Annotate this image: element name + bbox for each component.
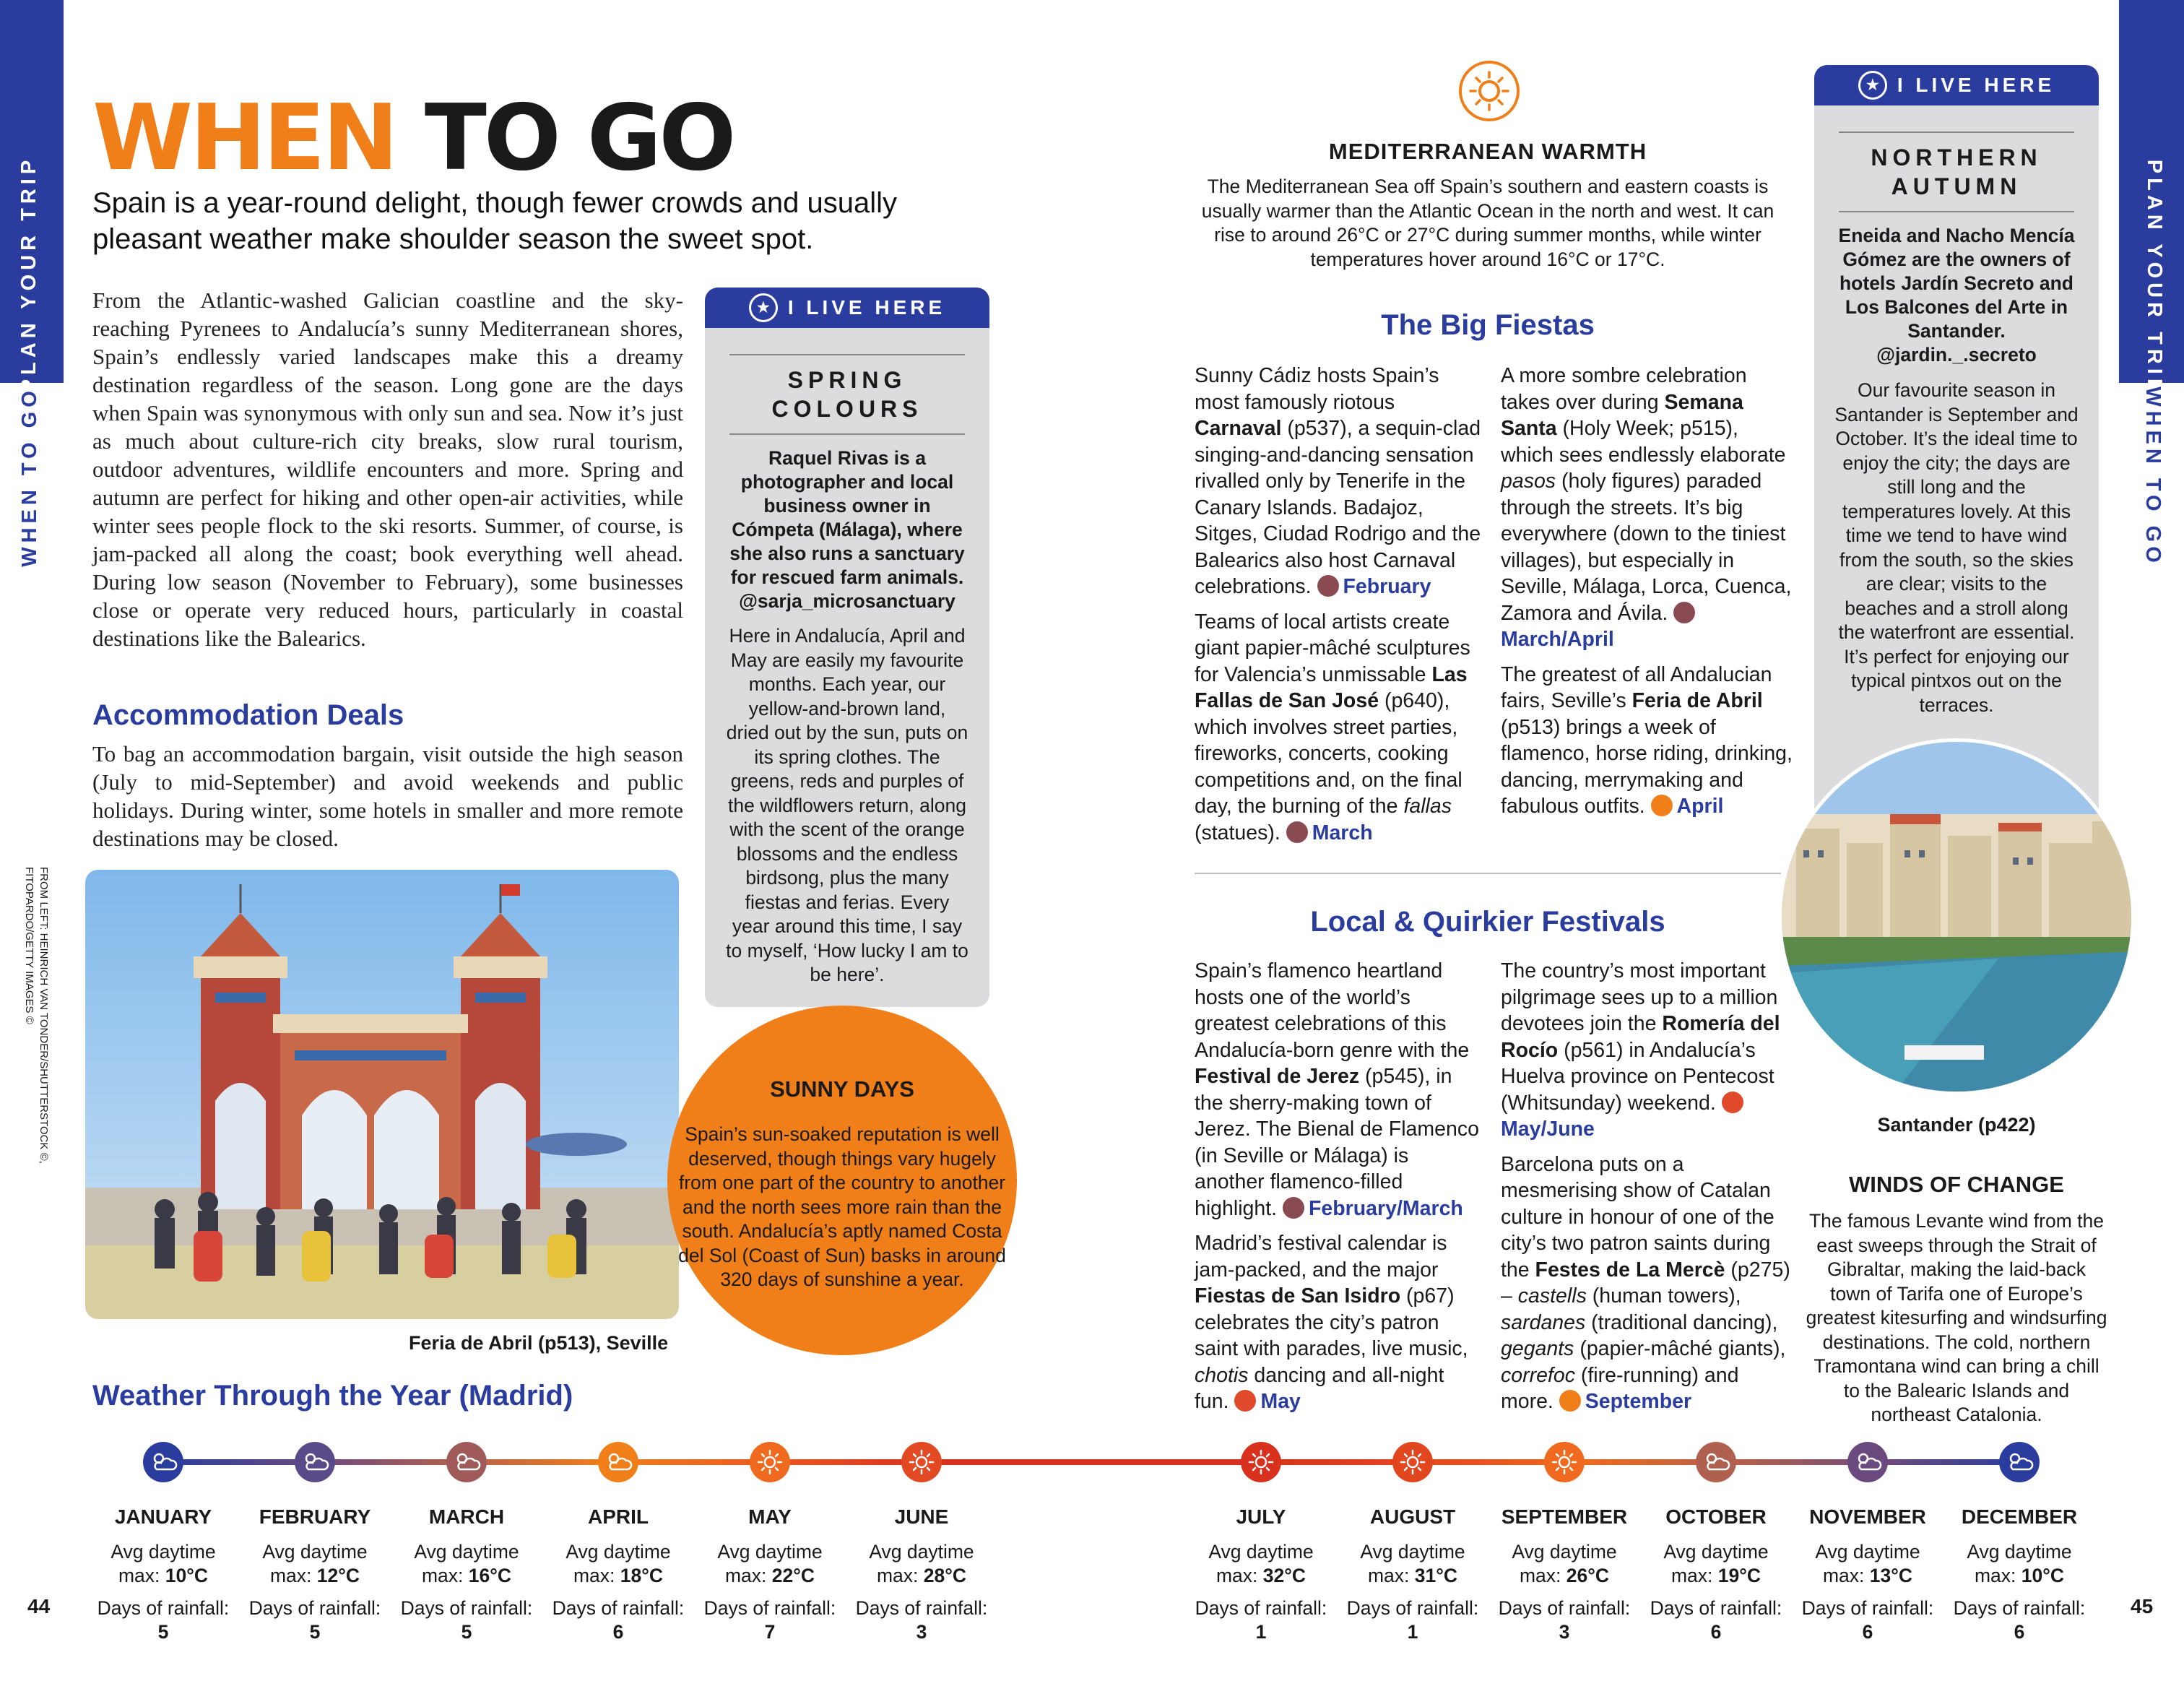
live-here-header-right <box>1814 65 2099 105</box>
live-divider-left-bottom <box>729 433 965 435</box>
rain-value: 1 <box>1255 1621 1267 1643</box>
month-rainfall <box>1795 1596 1940 1644</box>
cloud-sun-icon <box>598 1442 638 1482</box>
live-divider-left-top <box>729 354 965 355</box>
cloud-sun-icon <box>1673 602 1695 623</box>
month-column <box>1492 1442 1637 1644</box>
month-temp <box>1644 1540 1788 1588</box>
temp-label: Avg daytime <box>1815 1541 1920 1563</box>
month-name: OCTOBER <box>1665 1505 1767 1528</box>
month-column <box>698 1442 842 1644</box>
temp-value: max: 16°C <box>421 1565 511 1586</box>
sun-icon <box>1651 795 1673 816</box>
rain-label: Days of rainfall: <box>1953 1597 2086 1619</box>
rain-label: Days of rainfall: <box>1650 1597 1782 1619</box>
month-rainfall <box>91 1596 235 1644</box>
isidro-month: May <box>1260 1390 1301 1413</box>
temp-value: max: 12°C <box>269 1565 360 1586</box>
sun-icon <box>1722 1092 1743 1113</box>
med-text: The Mediterranean Sea off Spain’s southern and eastern coasts is usually warmer than the Atlantic Ocean in the north and west. It can rise to around 26°C or 27°C during summer months, while winter temperatures hover around 16°C or 17°C. <box>1201 176 1774 270</box>
winds-text: The famous Levante wind from the east sweeps through the Strait of Gibraltar, making the laid-back town of Tarifa one of Europe’s greatest kitesurfing and windsurfing destinations. The cold, northern Tramontana wind can bring a chill to the Balearic Islands and northeast Catalonia. <box>1806 1210 2107 1425</box>
feria-entry: The greatest of all Andalucian fairs, Seville’s Feria de Abril (p513) brings a week of flamenco, horse riding, drinking, dancing, merrymaking and fabulous outfits. April <box>1501 662 1793 818</box>
month-temp <box>1947 1540 2092 1588</box>
cloud-sun-icon <box>1999 1442 2040 1482</box>
month-name: APRIL <box>588 1505 649 1528</box>
jerez-month: February/March <box>1309 1196 1463 1220</box>
live-divider-right-bottom <box>1839 211 2074 212</box>
sun-icon <box>750 1442 790 1482</box>
section-divider <box>1195 873 1781 874</box>
live-title-left-line1: SPRING <box>787 367 907 393</box>
temp-value: max: 18°C <box>573 1565 663 1586</box>
sunny-days-title: SUNNY DAYS <box>770 1076 914 1102</box>
rain-label: Days of rainfall: <box>97 1597 230 1619</box>
sun-icon <box>1241 1442 1281 1482</box>
sunny-days-text: Spain’s sun-soaked reputation is well deserved, though things vary hugely from one part of the country to another and the north sees more rain than the south. Andalucía’s aptly named Costa del Sol (Coast of Sun) basks in around 320 days of sunshine a year. <box>678 1123 1006 1290</box>
rain-value: 5 <box>157 1621 169 1643</box>
rain-value: 6 <box>2014 1621 2025 1643</box>
month-column <box>546 1442 690 1644</box>
intro-text: Spain is a year-round delight, though fewer crowds and usually pleasant weather make shoulder season the sweet spot. <box>92 187 897 255</box>
temp-value: max: 31°C <box>1367 1565 1457 1586</box>
month-rainfall <box>1947 1596 2092 1644</box>
sun-badge-icon <box>1459 61 1520 121</box>
sun-icon <box>1234 1390 1256 1412</box>
accommodation-text: To bag an accommodation bargain, visit outside the high season (July to mid-September) and avoid weekends and public holidays. During winter, some hotels in smaller and more remote destinations may be closed. <box>92 741 683 851</box>
month-name: NOVEMBER <box>1809 1505 1926 1528</box>
sun-icon <box>1544 1442 1585 1482</box>
temp-value: max: 10°C <box>118 1565 208 1586</box>
fiestas-col1 <box>1195 363 1483 846</box>
winds-title: WINDS OF CHANGE <box>1849 1172 2064 1197</box>
month-column <box>1644 1442 1788 1644</box>
right-tab-label: PLAN YOUR TRIP <box>2143 159 2166 397</box>
rain-value: 7 <box>764 1621 776 1643</box>
rocio-entry: The country’s most important pilgrimage sees up to a million devotees join the Romería del Rocío (p561) in Andalucía’s Huelva province on Pentecost (Whitsunday) weekend. May/June <box>1501 959 1780 1141</box>
month-rainfall <box>849 1596 994 1644</box>
month-rainfall <box>1340 1596 1485 1644</box>
semana-month: March/April <box>1501 628 1614 651</box>
temp-value: max: 28°C <box>876 1565 966 1586</box>
cloud-sun-icon <box>446 1442 487 1482</box>
rain-value: 3 <box>1559 1621 1570 1643</box>
fiestas-col2 <box>1501 363 1793 820</box>
temp-label: Avg daytime <box>566 1541 671 1563</box>
sun-icon <box>1392 1442 1433 1482</box>
month-column <box>243 1442 387 1644</box>
rain-label: Days of rainfall: <box>1498 1597 1631 1619</box>
semana-santa-entry: A more sombre celebration takes over during Semana Santa (Holy Week; p515), which sees endlessly elaborate pasos (holy figures) paraded through the streets. It’s big everywhere (down to the tiniest villages), but especially in Seville, Málaga, Lorca, Cuenca, Zamora and Ávila. March/April <box>1501 364 1792 651</box>
month-name: JUNE <box>894 1505 949 1528</box>
month-temp <box>1795 1540 1940 1588</box>
page-number-left: 44 <box>27 1595 51 1617</box>
rain-value: 6 <box>1862 1621 1873 1643</box>
month-rainfall <box>243 1596 387 1644</box>
live-intro-left: Raquel Rivas is a photographer and local business owner in Cómpeta (Málaga), where she also runs a sanctuary for rescued farm animals. @sarja_microsanctuary <box>729 447 965 612</box>
carnaval-month: February <box>1343 575 1431 598</box>
temp-label: Avg daytime <box>717 1541 823 1563</box>
weather-heading: Weather Through the Year (Madrid) <box>92 1380 573 1412</box>
merce-month: September <box>1585 1390 1692 1413</box>
live-title-left <box>705 366 989 423</box>
live-title-right-line2: AUTUMN <box>1891 173 2022 199</box>
month-temp <box>1189 1540 1333 1588</box>
month-name: MAY <box>748 1505 792 1528</box>
big-fiestas-heading: The Big Fiestas <box>1381 309 1595 341</box>
quirky-heading: Local & Quirkier Festivals <box>1310 906 1665 938</box>
temp-label: Avg daytime <box>1208 1541 1314 1563</box>
month-name: AUGUST <box>1369 1505 1456 1528</box>
isidro-entry: Madrid’s festival calendar is jam-packed, and the major Fiestas de San Isidro (p67) celebrates the city’s patron saint with parades, live music, chotis dancing and all-night fun. May <box>1195 1232 1468 1413</box>
cloud-sun-icon <box>1696 1442 1736 1482</box>
live-here-header-left <box>705 288 989 328</box>
sun-icon <box>1559 1390 1581 1412</box>
month-rainfall <box>394 1596 539 1644</box>
rain-label: Days of rainfall: <box>1801 1597 1934 1619</box>
temp-label: Avg daytime <box>869 1541 974 1563</box>
rain-value: 3 <box>916 1621 927 1643</box>
right-section-label: WHEN TO GO <box>2141 386 2164 567</box>
live-divider-right-top <box>1839 131 2074 133</box>
live-here-label-left: I LIVE HERE <box>787 296 946 319</box>
feria-photo <box>85 870 679 1319</box>
month-column <box>1947 1442 2092 1644</box>
rain-label: Days of rainfall: <box>552 1597 685 1619</box>
temp-value: max: 22°C <box>724 1565 815 1586</box>
cloud-sun-icon <box>143 1442 183 1482</box>
left-tab-label: PLAN YOUR TRIP <box>17 155 40 394</box>
month-column <box>394 1442 539 1644</box>
sun-icon <box>901 1442 942 1482</box>
month-name: JULY <box>1236 1505 1286 1528</box>
month-temp <box>698 1540 842 1588</box>
month-rainfall <box>698 1596 842 1644</box>
rain-label: Days of rainfall: <box>1346 1597 1479 1619</box>
live-here-label-right: I LIVE HERE <box>1897 74 2055 96</box>
temp-label: Avg daytime <box>414 1541 519 1563</box>
page-title <box>92 85 734 191</box>
santander-illustration <box>1782 742 2135 1095</box>
month-name: FEBRUARY <box>259 1505 371 1528</box>
rocio-month: May/June <box>1501 1118 1595 1141</box>
temp-value: max: 13°C <box>1822 1565 1912 1586</box>
accommodation-heading: Accommodation Deals <box>92 699 404 731</box>
title-when: WHEN <box>92 85 396 191</box>
cloud-sun-icon <box>1317 575 1339 597</box>
temp-value: max: 19°C <box>1670 1565 1761 1586</box>
month-rainfall <box>1189 1596 1333 1644</box>
santander-caption: Santander (p422) <box>1877 1114 2036 1136</box>
rain-label: Days of rainfall: <box>1195 1597 1327 1619</box>
jerez-entry: Spain’s flamenco heartland hosts one of the world’s greatest celebrations of this Andalucía-born genre with the Festival de Jerez (p545), in the sherry-making town of Jerez. The Bienal de Flamenco (in Seville or Málaga) is another flamenco-filled highlight. February/March <box>1195 959 1479 1220</box>
month-temp <box>91 1540 235 1588</box>
cloud-sun-icon <box>295 1442 335 1482</box>
title-to-go: TO GO <box>424 85 734 191</box>
rain-label: Days of rainfall: <box>248 1597 381 1619</box>
carnaval-entry: Sunny Cádiz hosts Spain’s most famously riotous Carnaval (p537), a sequin-clad singing-and-dancing sensation rivalled only by Tenerife in the Canary Islands. Badajoz, Sitges, Ciudad Rodrigo and the Balearics also host Carnaval celebrations. February <box>1195 364 1481 598</box>
temp-value: max: 26°C <box>1519 1565 1609 1586</box>
cloud-sun-icon <box>1286 821 1308 843</box>
merce-entry: Barcelona puts on a mesmerising show of Catalan culture in honour of one of the city’s two patron saints during the Festes de La Mercè (p275) – castells (human towers), sardanes (traditional dancing), gegants (papier-mâché giants), correfoc (fire-running) and more. September <box>1501 1152 1790 1413</box>
rain-label: Days of rainfall: <box>703 1597 836 1619</box>
live-title-right <box>1814 143 2099 201</box>
fallas-month: March <box>1312 821 1373 844</box>
month-temp <box>394 1540 539 1588</box>
photo-credit: FROM LEFT: HEINRICH VAN TONDER/SHUTTERSTOCK ©, FITOPARDO/GETTY IMAGES © <box>23 867 50 1164</box>
month-column <box>1340 1442 1485 1644</box>
star-badge-icon: ★ <box>1858 71 1887 100</box>
santander-photo <box>1778 738 2135 1095</box>
month-temp <box>1492 1540 1637 1588</box>
month-column <box>849 1442 994 1644</box>
month-rainfall <box>1492 1596 1637 1644</box>
rain-value: 5 <box>309 1621 321 1643</box>
rain-label: Days of rainfall: <box>400 1597 533 1619</box>
sun-icon <box>1462 64 1517 118</box>
rain-label: Days of rainfall: <box>855 1597 988 1619</box>
rain-value: 6 <box>1710 1621 1722 1643</box>
cloud-sun-icon <box>1283 1197 1304 1219</box>
temp-label: Avg daytime <box>1360 1541 1465 1563</box>
month-column <box>1795 1442 1940 1644</box>
live-title-right-line1: NORTHERN <box>1871 144 2042 170</box>
month-temp <box>546 1540 690 1588</box>
live-body-left: Here in Andalucía, April and May are easily my favourite months. Each year, our yellow-and-brown land, dried out by the sun, puts on its spring clothes. The greens, reds and purples of the wildflowers return, along with the scent of the orange blossoms and the endless birdsong, plus the many fiestas and ferias. Every year around this time, I say to myself, ‘How lucky I am to be here’. <box>726 625 968 985</box>
temp-label: Avg daytime <box>262 1541 368 1563</box>
month-name: MARCH <box>428 1505 505 1528</box>
main-paragraph: From the Atlantic-washed Galician coastline and the sky-reaching Pyrenees to Andalucía’s sunny Mediterranean shores, Spain’s endlessly varied landscapes make this a dreamy destination regardless of the season. Long gone are the days when Spain was synonymous with only sun and sea. Now it’s just as much about culture-rich city breaks, slow rural tourism, outdoor adventures, wildlife encounters and more. Spring and autumn are perfect for hiking and other open-air activities, while winter sees people flock to the ski resorts. Summer, of course, is jam-packed all along the coast; book everything well ahead. During low season (November to February), some businesses close or operate very reduced hours, particularly in coastal destinations like the Balearics. <box>92 288 683 651</box>
live-intro-right: Eneida and Nacho Mencía Gómez are the owners of hotels Jardín Secreto and Los Balcones del Arte in Santander. @jardin._.secreto <box>1838 225 2075 366</box>
temp-label: Avg daytime <box>110 1541 216 1563</box>
month-name: SEPTEMBER <box>1501 1505 1628 1528</box>
month-rainfall <box>546 1596 690 1644</box>
month-temp <box>849 1540 994 1588</box>
month-temp <box>1340 1540 1485 1588</box>
temp-label: Avg daytime <box>1663 1541 1769 1563</box>
month-column <box>91 1442 235 1644</box>
left-section-label: WHEN TO GO <box>18 386 41 567</box>
live-body-right: Our favourite season in Santander is September and October. It’s the ideal time to enjoy the city; the days are still long and the temperatures lovely. At this time we tend to have wind from the south, so the skies are clear; visits to the beaches and a stroll along the waterfront are essential. It’s perfect for enjoying our typical pintxos out on the terraces. <box>1834 379 2079 716</box>
temp-value: max: 32°C <box>1216 1565 1306 1586</box>
star-badge-icon: ★ <box>749 293 778 322</box>
month-name: JANUARY <box>114 1505 212 1528</box>
cloud-sun-icon <box>1847 1442 1888 1482</box>
temp-label: Avg daytime <box>1967 1541 2072 1563</box>
temp-label: Avg daytime <box>1512 1541 1617 1563</box>
feria-arch-illustration <box>85 870 679 1319</box>
month-name: DECEMBER <box>1961 1505 2078 1528</box>
rain-value: 6 <box>612 1621 624 1643</box>
rain-value: 1 <box>1407 1621 1418 1643</box>
month-rainfall <box>1644 1596 1788 1644</box>
feria-caption: Feria de Abril (p513), Seville <box>409 1332 669 1354</box>
month-temp <box>243 1540 387 1588</box>
page-number-right: 45 <box>2131 1595 2154 1617</box>
temp-value: max: 10°C <box>1974 1565 2064 1586</box>
feria-month: April <box>1676 795 1724 818</box>
quirky-col1 <box>1195 958 1483 1415</box>
rain-value: 5 <box>461 1621 472 1643</box>
med-title: MEDITERRANEAN WARMTH <box>1328 139 1647 164</box>
month-column <box>1189 1442 1333 1644</box>
quirky-col2 <box>1501 958 1793 1415</box>
live-title-left-line2: COLOURS <box>771 396 923 422</box>
fallas-entry: Teams of local artists create giant papier-mâché sculptures for Valencia’s unmissable Las Fallas de San José (p640), which involves street parties, fireworks, concerts, cooking competitions and, on the final day, the burning of the fallas (statues). March <box>1195 610 1470 844</box>
